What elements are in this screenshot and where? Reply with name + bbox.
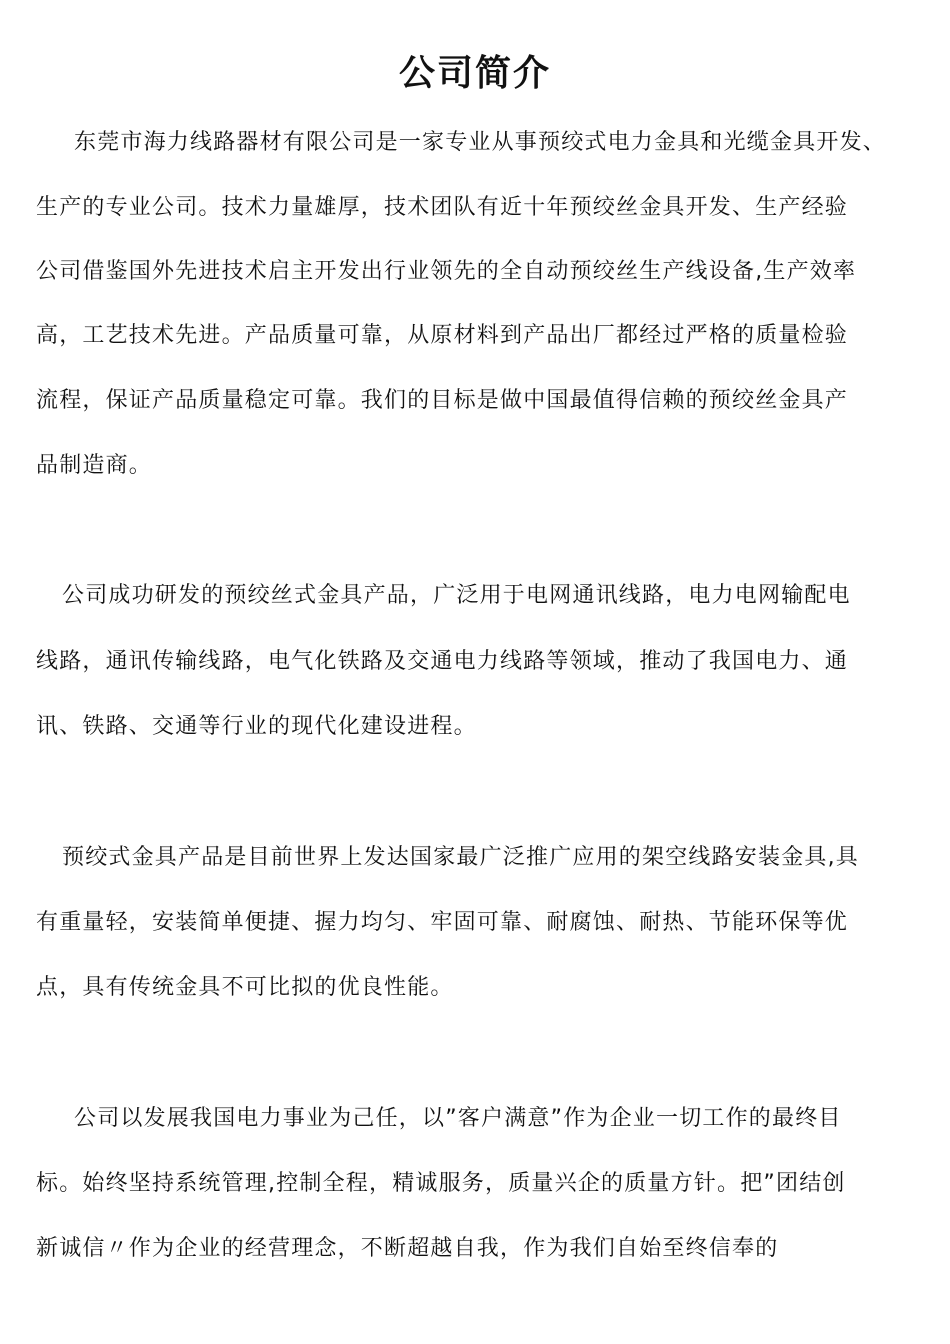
- paragraph-line: 流程，保证产品质量稳定可靠。我们的目标是做中国最值得信赖的预绞丝金具产: [36, 388, 849, 413]
- paragraph-line: 高，工艺技术先进。产品质量可靠，从原材料到产品出厂都经过严格的质量检验: [36, 323, 849, 348]
- paragraph-line: 公司以发展我国电力事业为己任，以”客户满意”作为企业一切工作的最终目: [74, 1106, 842, 1131]
- paragraph-line: 生产的专业公司。技术力量雄厚，技术团队有近十年预绞丝金具开发、生产经验: [36, 195, 849, 220]
- paragraph-line: 新诚信〃作为企业的经营理念，不断超越自我，作为我们自始至终信奉的: [36, 1236, 779, 1261]
- paragraph-line: 有重量轻，安装简单便捷、握力均匀、牢固可靠、耐腐蚀、耐热、节能环保等优: [36, 910, 849, 935]
- paragraph-line: 线路，通讯传输线路，电气化铁路及交通电力线路等领域，推动了我国电力、通: [36, 649, 849, 674]
- paragraph-line: 公司成功研发的预绞丝式金具产品，广泛用于电网通讯线路，电力电网输配电: [62, 583, 851, 608]
- paragraph-line: 预绞式金具产品是目前世界上发达国家最广泛推广应用的架空线路安装金具,具: [62, 845, 859, 870]
- page-title: 公司简介: [398, 53, 551, 94]
- paragraph-line: 讯、铁路、交通等行业的现代化建设进程。: [36, 714, 477, 739]
- paragraph-line: 公司借鉴国外先进技术启主开发出行业领先的全自动预绞丝生产线设备,生产效率: [36, 259, 857, 284]
- paragraph-line: 品制造商。: [36, 453, 153, 478]
- paragraph-line: 东莞市海力线路器材有限公司是一家专业从事预绞式电力金具和光缆金具开发、: [74, 130, 887, 155]
- paragraph-line: 标。始终坚持系统管理,控制全程，精诚服务，质量兴企的质量方针。把”团结创: [36, 1171, 846, 1196]
- paragraph-line: 点，具有传统金具不可比拟的优良性能。: [36, 975, 454, 1000]
